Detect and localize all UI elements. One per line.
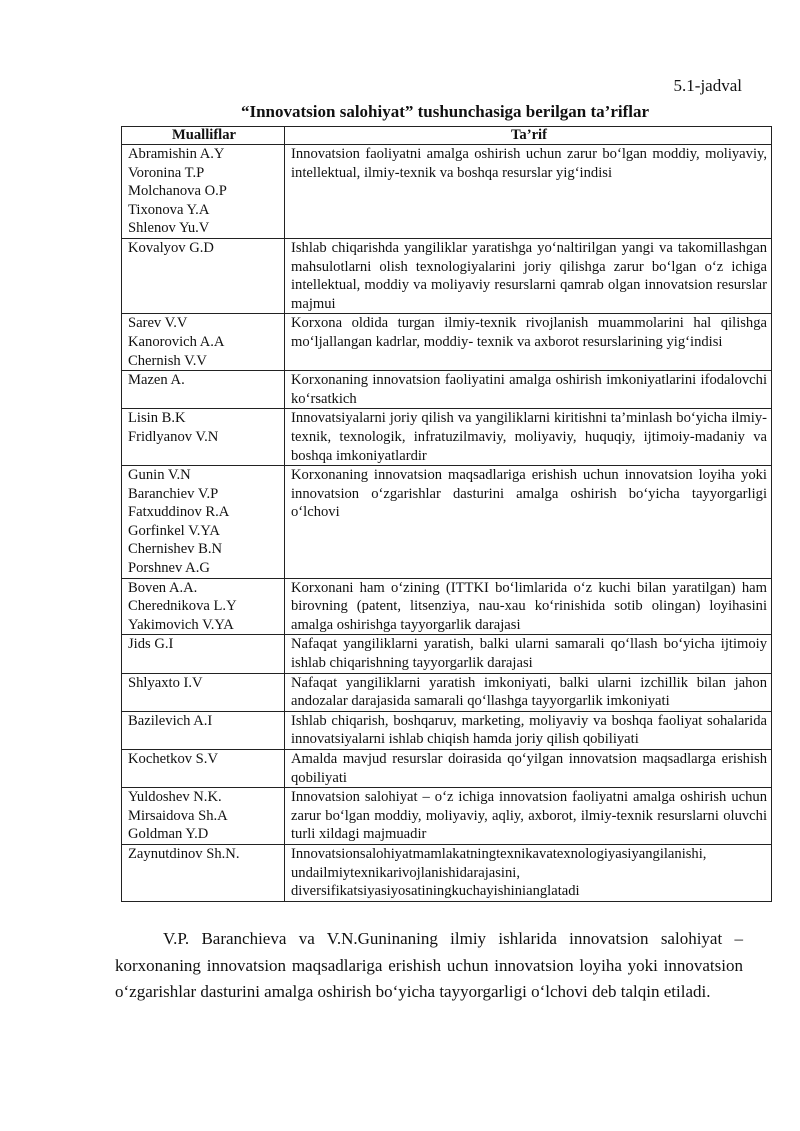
definition-cell: Amalda mavjud resurslar doirasida qo‘yilgan innovatsion maqsadlarga erishish qobiliyati <box>285 750 772 788</box>
author-name: Yakimovich V.YA <box>128 616 234 633</box>
author-name: Fatxuddinov R.A <box>128 504 230 521</box>
table-row <box>122 788 772 845</box>
table-row <box>122 673 772 711</box>
author-name: Baranchiev V.P <box>128 485 219 502</box>
author-name: Shlyaxto I.V <box>128 674 203 691</box>
header-authors: Mualliflar <box>122 127 285 145</box>
table-row <box>122 844 772 901</box>
authors-cell <box>122 635 285 673</box>
header-definition: Ta’rif <box>285 127 772 145</box>
authors-cell <box>122 788 285 845</box>
authors-cell <box>122 844 285 901</box>
author-name: Zaynutdinov Sh.N. <box>128 845 240 862</box>
author-name: Sarev V.V <box>128 315 188 332</box>
author-name: Goldman Y.D <box>128 826 209 843</box>
definition-cell: Nafaqat yangiliklarni yaratish, balki ularni samarali qo‘llash bo‘yicha ijtimoiy ishlab chiqarishning tayyorgarlik darajasi <box>285 635 772 673</box>
author-name: Kovalyov G.D <box>128 239 214 256</box>
definition-cell: Korxona oldida turgan ilmiy-texnik rivojlanish muammolarini hal qilishga mo‘ljallangan kadrlar, moddiy- texnik va axborot resurslarining yig‘indisi <box>285 314 772 371</box>
authors-cell <box>122 238 285 313</box>
table-body <box>122 145 772 902</box>
author-name: Jids G.I <box>128 636 174 653</box>
author-name: Bazilevich A.I <box>128 712 213 729</box>
author-name: Tixonova Y.A <box>128 201 210 218</box>
author-name: Chernishev B.N <box>128 541 223 558</box>
author-name: Boven A.A. <box>128 579 198 596</box>
body-paragraph: V.P. Baranchieva va V.N.Guninaning ilmiy ishlarida innovatsion salohiyat – korxonaning innovatsion maqsadlariga erishish uchun innovatsion loyiha yoki innovatsion o‘zgarishlar dasturini amalga oshirish bo‘yicha tayyorgarligi o‘lchovi deb talqin etiladi. <box>115 929 743 1001</box>
definition-cell: Korxonaning innovatsion faoliyatini amalga oshirish imkoniyatlarini ifodalovchi ko‘rsatkich <box>285 371 772 409</box>
authors-cell <box>122 750 285 788</box>
table-row <box>122 578 772 635</box>
author-name: Gorfinkel V.YA <box>128 522 220 539</box>
definition-cell: Korxonani ham o‘zining (ITTKI bo‘limlarida o‘z kuchi bilan yaratilgan) ham birovning (patent, litsenziya, nau-xau ko‘rinishida sotib olingan) loyihasini amalga oshirishga tayyorgarlik darajasi <box>285 578 772 635</box>
author-name: Yuldoshev N.K. <box>128 789 222 806</box>
table-row <box>122 145 772 239</box>
author-name: Abramishin A.Y <box>128 146 225 162</box>
author-name: Mazen A. <box>128 372 185 389</box>
table-row <box>122 466 772 579</box>
table-row <box>122 750 772 788</box>
authors-cell <box>122 711 285 749</box>
definition-cell: Innovatsion salohiyat – o‘z ichiga innovatsion faoliyatni amalga oshirish uchun zarur bo‘lgan moddiy, moliyaviy, aqliy, axborot, ilmiy-texnik resurslarni oluvchi turli xildagi majmuadir <box>285 788 772 845</box>
authors-cell <box>122 314 285 371</box>
author-name: Shlenov Yu.V <box>128 220 210 237</box>
author-name: Porshnev A.G <box>128 560 210 577</box>
author-name: Voronina T.P <box>128 164 205 181</box>
author-name: Chernish V.V <box>128 352 207 369</box>
table-row <box>122 314 772 371</box>
author-name: Fridlyanov V.N <box>128 428 219 445</box>
definition-cell <box>285 844 772 901</box>
authors-cell <box>122 466 285 579</box>
definition-cell: Ishlab chiqarishda yangiliklar yaratishga yo‘naltirilgan yangi va takomillashgan mahsulotlarni olish texnologiyalarini joriy qilishga zarur bo‘lgan o‘z ichiga intellektual, moddiy va moliyaviy resurslarni qamrab olgan innovatsion resurslar majmui <box>285 238 772 313</box>
author-name: Kanorovich A.A <box>128 333 225 350</box>
author-name: Lisin B.K <box>128 410 186 427</box>
table-row <box>122 371 772 409</box>
author-name: Cherednikova L.Y <box>128 598 237 615</box>
table-number: 5.1-jadval <box>673 76 742 95</box>
table-row <box>122 711 772 749</box>
authors-cell <box>122 145 285 239</box>
table-row <box>122 409 772 466</box>
definition-line: Innovatsionsalohiyatmamlakatningtexnikavatexnologiyasiyangilanishi, <box>291 845 707 862</box>
definition-line: undailmiytexnikarivojlanishidarajasini, <box>291 864 520 881</box>
table-header-row <box>122 127 772 145</box>
definition-cell: Innovatsiyalarni joriy qilish va yangiliklarni kiritishni ta’minlash bo‘yicha ilmiy-texnik, texnologik, infratuzilmaviy, moliyaviy, huquqiy, ijtimoiy-madaniy va boshqa imkoniyatlardir <box>285 409 772 466</box>
table-row <box>122 238 772 313</box>
definition-cell: Nafaqat yangiliklarni yaratish imkoniyati, balki ularni izchillik bilan jahon andozalar darajasida samarali qo‘llashga tayyorgarlik imkoniyati <box>285 673 772 711</box>
definition-cell: Korxonaning innovatsion maqsadlariga erishish uchun innovatsion loyiha yoki innovatsion o‘zgarishlar dasturini amalga oshirish bo‘yicha tayyorgarligi o‘lchovi <box>285 466 772 579</box>
table-row <box>122 635 772 673</box>
definition-line: diversifikatsiyasiyosatiningkuchayishinianglatadi <box>291 883 580 900</box>
definition-cell: Ishlab chiqarish, boshqaruv, marketing, moliyaviy va boshqa faoliyat sohalarida innovatsiyalarni ishlab chiqish hamda joriy qilish qobiliyati <box>285 711 772 749</box>
authors-cell <box>122 371 285 409</box>
authors-cell <box>122 673 285 711</box>
definitions-table <box>121 126 772 902</box>
author-name: Kochetkov S.V <box>128 751 218 767</box>
authors-cell <box>122 578 285 635</box>
table-title: “Innovatsion salohiyat” tushunchasiga berilgan ta’riflar <box>240 102 650 121</box>
author-name: Gunin V.N <box>128 467 191 484</box>
author-name: Mirsaidova Sh.A <box>128 807 228 824</box>
author-name: Molchanova O.P <box>128 183 227 200</box>
authors-cell <box>122 409 285 466</box>
definition-cell: Innovatsion faoliyatni amalga oshirish uchun zarur bo‘lgan moddiy, moliyaviy, intellektual, ilmiy-texnik va boshqa resurslar yig‘indisi <box>285 145 772 239</box>
